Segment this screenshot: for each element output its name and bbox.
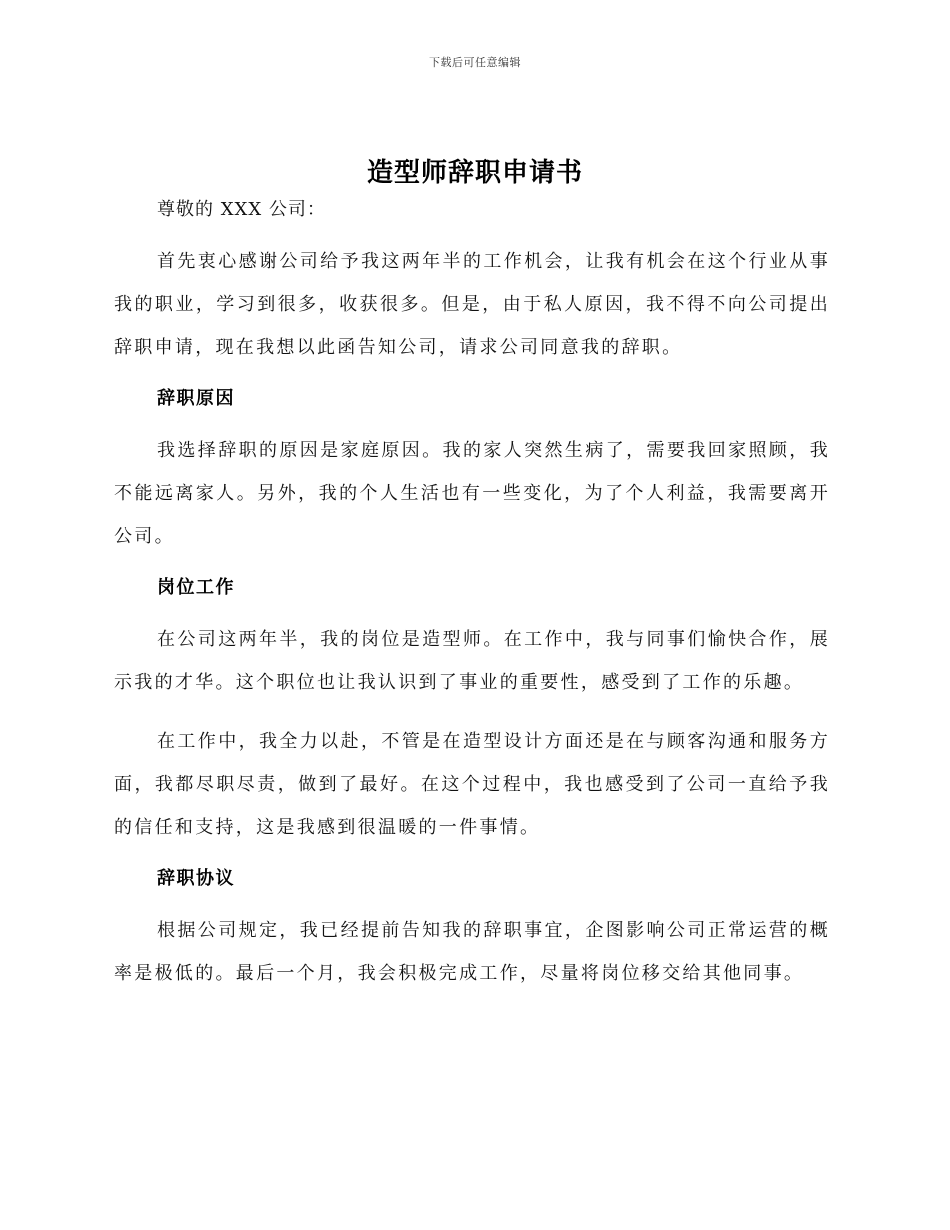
letter-body xyxy=(114,196,830,1011)
header-note: 下载后可任意编辑 xyxy=(429,56,521,69)
section-paragraph: 我选择辞职的原因是家庭原因。我的家人突然生病了，需要我回家照顾，我不能远离家人。另外，我的个人生活也有一些变化，为了个人利益，我需要离开公司。 xyxy=(114,440,830,547)
salutation: 尊敬的 XXX 公司： xyxy=(157,199,326,220)
section-position-work xyxy=(114,574,830,849)
intro-paragraph: 首先衷心感谢公司给予我这两年半的工作机会，让我有机会在这个行业从事我的职业，学习到很多，收获很多。但是，由于私人原因，我不得不向公司提出辞职申请，现在我想以此函告知公司，请求公司同意我的辞职。 xyxy=(114,251,830,358)
section-paragraph: 根据公司规定，我已经提前告知我的辞职事宜，企图影响公司正常运营的概率是极低的。最后一个月，我会积极完成工作，尽量将岗位移交给其他同事。 xyxy=(114,920,830,984)
section-heading: 辞职协议 xyxy=(157,868,235,889)
section-resignation-reason xyxy=(114,385,830,558)
document-title: 造型师辞职申请书 xyxy=(366,158,583,188)
section-resignation-agreement xyxy=(114,865,830,995)
section-heading: 岗位工作 xyxy=(157,577,235,598)
section-paragraph: 在公司这两年半，我的岗位是造型师。在工作中，我与同事们愉快合作，展示我的才华。这个职位也让我认识到了事业的重要性，感受到了工作的乐趣。 xyxy=(114,629,830,693)
section-paragraph: 在工作中，我全力以赴，不管是在造型设计方面还是在与顾客沟通和服务方面，我都尽职尽责，做到了最好。在这个过程中，我也感受到了公司一直给予我的信任和支持，这是我感到很温暖的一件事情。 xyxy=(114,731,830,838)
section-heading: 辞职原因 xyxy=(157,388,235,409)
